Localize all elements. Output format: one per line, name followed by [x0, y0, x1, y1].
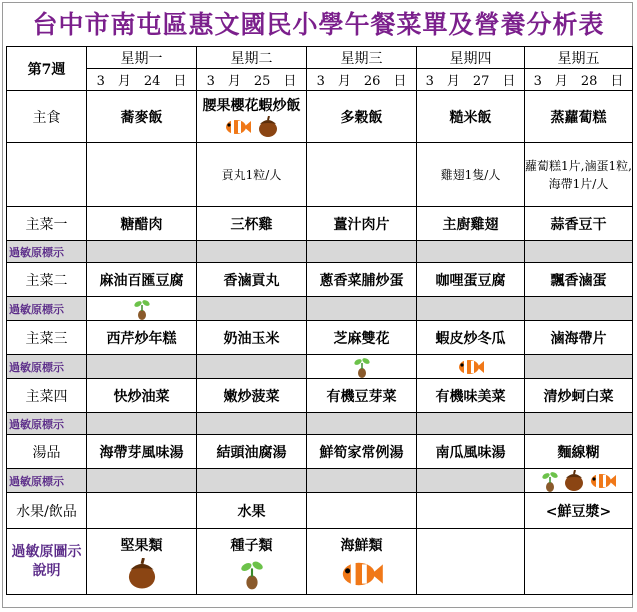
legend-seed — [197, 529, 307, 595]
day-date: 3 月 27 日 — [417, 69, 525, 91]
staple-item: 蕎麥飯 — [87, 91, 197, 143]
staple-note: 蘿蔔糕1片,滷蛋1粒,海帶1片/人 — [525, 143, 633, 207]
legend-nut — [87, 529, 197, 595]
page-title: 台中市南屯區惠文國民小學午餐菜單及營養分析表 — [32, 10, 605, 39]
staple-item: 腰果櫻花蝦炒飯 — [202, 97, 301, 114]
soup-item: 麵線糊 — [525, 435, 633, 469]
main3-item: 芝麻雙花 — [307, 321, 417, 355]
day-name: 星期三 — [307, 47, 417, 69]
soup-item: 南瓜風味湯 — [417, 435, 525, 469]
main1-item: 蒜香豆干 — [525, 207, 633, 241]
main2-item: 飄香滷蛋 — [525, 263, 633, 297]
row-label-staple: 主食 — [7, 91, 87, 143]
legend-label: 過敏原圖示說明 — [7, 529, 87, 595]
main2-item: 香滷貢丸 — [197, 263, 307, 297]
row-label-soup: 湯品 — [7, 435, 87, 469]
row-label-main1: 主菜一 — [7, 207, 87, 241]
main4-item: 快炒油菜 — [87, 379, 197, 413]
staple-item: 蒸蘿蔔糕 — [525, 91, 633, 143]
main4-item: 有機豆芽菜 — [307, 379, 417, 413]
allergen-row-label: 過敏原標示 — [7, 355, 87, 379]
legend-text: 種子類 — [230, 537, 273, 554]
main4-item: 嫩炒菠菜 — [197, 379, 307, 413]
main1-item: 薑汁肉片 — [307, 207, 417, 241]
fruit-item — [307, 493, 417, 529]
staple-note — [307, 143, 417, 207]
main1-item: 三杯雞 — [197, 207, 307, 241]
legend-seafood — [307, 529, 417, 595]
allergen-row-label: 過敏原標示 — [7, 413, 87, 435]
row-label-main2: 主菜二 — [7, 263, 87, 297]
allergen-row-label: 過敏原標示 — [7, 297, 87, 321]
legend-text: 海鮮類 — [340, 537, 383, 554]
main3-item: 蝦皮炒冬瓜 — [417, 321, 525, 355]
fruit-item — [417, 493, 525, 529]
main4-item: 清炒蚵白菜 — [525, 379, 633, 413]
nut-icon — [563, 470, 585, 492]
row-label-main3: 主菜三 — [7, 321, 87, 355]
seed-sprout-icon — [132, 298, 152, 320]
day-name: 星期五 — [525, 47, 633, 69]
legend-text: 堅果類 — [120, 537, 163, 554]
main3-item: 西芹炒年糕 — [87, 321, 197, 355]
nut-icon — [125, 558, 159, 590]
main3-item: 滷海帶片 — [525, 321, 633, 355]
day-date: 3 月 26 日 — [307, 69, 417, 91]
main2-item: 蔥香菜脯炒蛋 — [307, 263, 417, 297]
seafood-fish-icon — [589, 471, 617, 491]
staple-item: 糙米飯 — [417, 91, 525, 143]
staple-note: 雞翅1隻/人 — [417, 143, 525, 207]
fruit-item — [87, 493, 197, 529]
day-date: 3 月 25 日 — [197, 69, 307, 91]
staple-note — [87, 143, 197, 207]
main1-item: 主廚雞翅 — [417, 207, 525, 241]
day-name: 星期四 — [417, 47, 525, 69]
staple-note: 貢丸1粒/人 — [197, 143, 307, 207]
day-date: 3 月 24 日 — [87, 69, 197, 91]
week-label: 第7週 — [7, 47, 87, 91]
seed-sprout-icon — [238, 558, 266, 590]
main3-item: 奶油玉米 — [197, 321, 307, 355]
fruit-item: <鮮豆漿> — [525, 493, 633, 529]
nut-icon — [257, 116, 279, 138]
day-name: 星期二 — [197, 47, 307, 69]
staple-item-with-icons — [197, 91, 307, 143]
seed-sprout-icon — [540, 470, 558, 492]
main2-item: 麻油百匯豆腐 — [87, 263, 197, 297]
fruit-item: 水果 — [197, 493, 307, 529]
main4-item: 有機味美菜 — [417, 379, 525, 413]
seed-sprout-icon — [352, 356, 372, 378]
soup-item: 結頭油腐湯 — [197, 435, 307, 469]
seafood-fish-icon — [224, 117, 252, 137]
day-name: 星期一 — [87, 47, 197, 69]
main1-item: 糖醋肉 — [87, 207, 197, 241]
seafood-fish-icon — [339, 558, 385, 590]
seafood-fish-icon — [457, 357, 485, 377]
menu-table — [6, 46, 633, 595]
allergen-row-label: 過敏原標示 — [7, 241, 87, 263]
soup-item: 鮮筍家常例湯 — [307, 435, 417, 469]
allergen-row-label: 過敏原標示 — [7, 469, 87, 493]
day-date: 3 月 28 日 — [525, 69, 633, 91]
main2-item: 咖哩蛋豆腐 — [417, 263, 525, 297]
staple-item: 多穀飯 — [307, 91, 417, 143]
row-label-fruit: 水果/飲品 — [7, 493, 87, 529]
row-label-main4: 主菜四 — [7, 379, 87, 413]
staple-note-label — [7, 143, 87, 207]
soup-item: 海帶芽風味湯 — [87, 435, 197, 469]
